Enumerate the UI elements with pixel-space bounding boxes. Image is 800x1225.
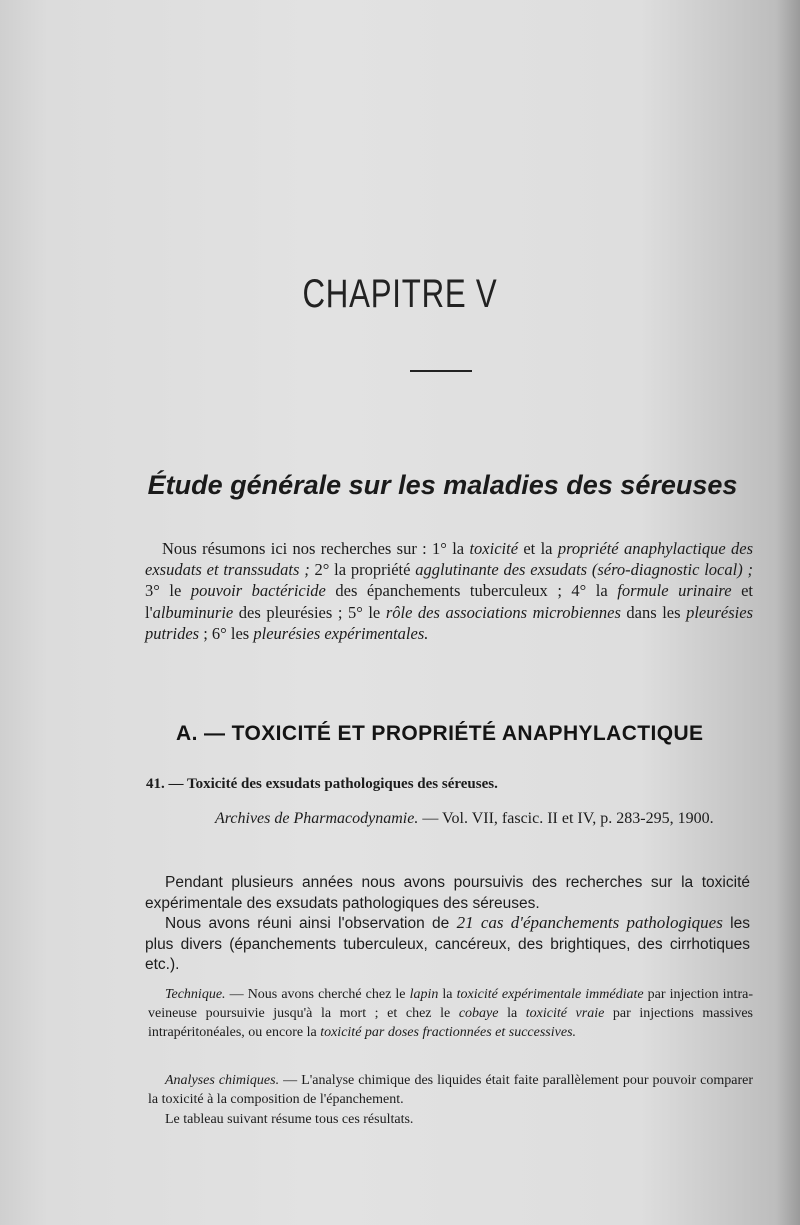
paragraph-analyses: Analyses chimiques. — L'analyse chimique des liquides était faite parallèlement pour pouvoir comparer la toxicité à la composition de l'épanchement.	[148, 1073, 754, 1107]
chapter-title: CHAPITRE V	[302, 272, 498, 316]
entry-citation: Archives de Pharmacodynamie. — Vol. VII, fascic. II et IV, p. 283-295, 1900.	[215, 810, 714, 827]
paragraph-recherches: Pendant plusieurs années nous avons poursuivis des recherches sur la toxicité expérimentale des exsudats pathologiques des séreuses.	[145, 874, 750, 912]
paragraph-tableau: Le tableau suivant résume tous ces résultats.	[165, 1112, 414, 1127]
paragraph-technique: Technique. — Nous avons cherché chez le lapin la toxicité expérimentale immédiate par injection intra-veineuse poursuivie jusqu'à la mort ; et chez le cobaye la toxicité vraie par injections massives intrapéritonéales, ou encore la toxicité par doses fractionnées et successives.	[148, 987, 753, 1040]
chapter-rule	[410, 370, 472, 372]
entry-title: 41. — Toxicité des exsudats pathologiques des séreuses.	[146, 776, 498, 792]
intro-paragraph: Nous résumons ici nos recherches sur : 1° la toxicité et la propriété anaphylactique des exsudats et transsudats ; 2° la propriété agglutinante des exsudats (séro-diagnostic local) ; 3° le pouvoir bactéricide des épanchements tuberculeux ; 4° la formule urinaire et l'albuminurie des pleurésies ; 5° le rôle des associations microbiennes dans les pleurésies putrides ; 6° les pleurésies expérimentales.	[145, 539, 753, 643]
section-heading-a: A. — TOXICITÉ ET PROPRIÉTÉ ANAPHYLACTIQUE	[176, 722, 704, 745]
paragraph-observation: Nous avons réuni ainsi l'observation de 21 cas d'épanchements pathologiques les plus divers (épanchements tuberculeux, cancéreux, des brightiques, des cirrhotiques etc.).	[145, 913, 750, 973]
section-subtitle: Étude générale sur les maladies des séreuses	[147, 470, 738, 500]
